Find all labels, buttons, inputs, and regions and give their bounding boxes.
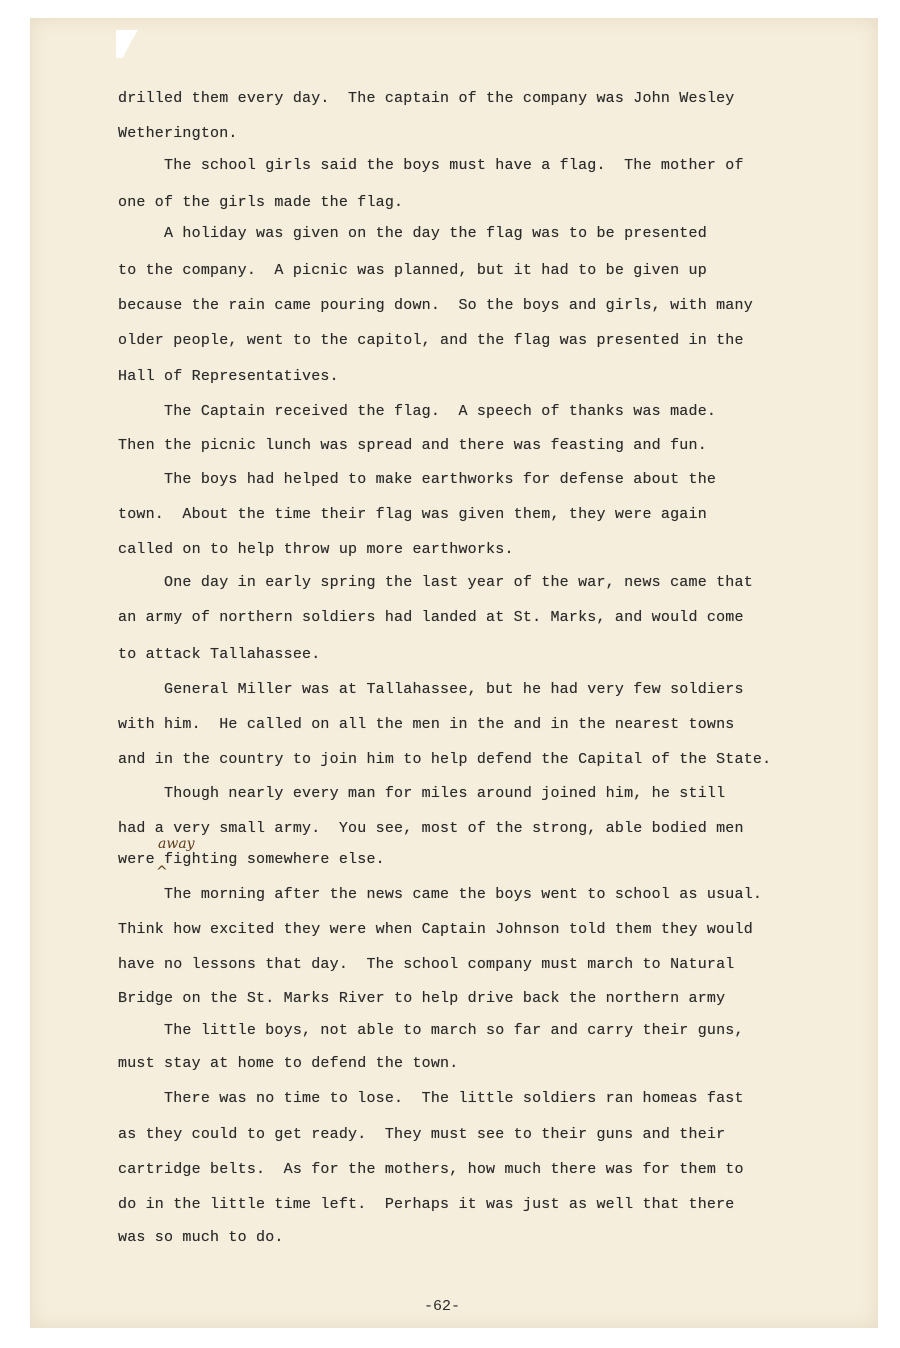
text-line: as they could to get ready. They must see to their guns and their: [118, 1126, 726, 1143]
text-line: Bridge on the St. Marks River to help drive back the northern army: [118, 990, 726, 1007]
text-line: The Captain received the flag. A speech of thanks was made.: [118, 403, 717, 420]
text-line: The little boys, not able to march so far and carry their guns,: [118, 1022, 744, 1039]
text-line: Think how excited they were when Captain Johnson told them they would: [118, 921, 753, 938]
text-line: Wetherington.: [118, 125, 238, 142]
text-line: was so much to do.: [118, 1229, 284, 1246]
text-line: A holiday was given on the day the flag was to be presented: [118, 225, 707, 242]
text-line: and in the country to join him to help defend the Capital of the State.: [118, 751, 772, 768]
text-line: an army of northern soldiers had landed at St. Marks, and would come: [118, 609, 744, 626]
text-line: one of the girls made the flag.: [118, 194, 404, 211]
text-line: There was no time to lose. The little soldiers ran homeas fast: [118, 1090, 744, 1107]
text-line: called on to help throw up more earthworks.: [118, 541, 514, 558]
insertion-caret-mark: ^: [156, 864, 168, 880]
text-line: General Miller was at Tallahassee, but he had very few soldiers: [118, 681, 744, 698]
text-line: to the company. A picnic was planned, but it had to be given up: [118, 262, 707, 279]
torn-corner: [116, 30, 138, 58]
text-line: One day in early spring the last year of the war, news came that: [118, 574, 753, 591]
text-line: must stay at home to defend the town.: [118, 1055, 459, 1072]
text-line: The boys had helped to make earthworks for defense about the: [118, 471, 717, 488]
text-line: were fighting somewhere else.: [118, 851, 385, 868]
text-line: town. About the time their flag was given them, they were again: [118, 506, 707, 523]
text-line: do in the little time left. Perhaps it was just as well that there: [118, 1196, 735, 1213]
text-line: to attack Tallahassee.: [118, 646, 321, 663]
text-line: have no lessons that day. The school company must march to Natural: [118, 956, 735, 973]
handwritten-insertion: away: [158, 836, 195, 852]
text-line: Hall of Representatives.: [118, 368, 339, 385]
text-line: older people, went to the capitol, and the flag was presented in the: [118, 332, 744, 349]
text-line: The school girls said the boys must have a flag. The mother of: [118, 157, 744, 174]
text-line: Then the picnic lunch was spread and there was feasting and fun.: [118, 437, 707, 454]
text-line: Though nearly every man for miles around joined him, he still: [118, 785, 726, 802]
text-line: The morning after the news came the boys went to school as usual.: [118, 886, 763, 903]
text-line: had a very small army. You see, most of the strong, able bodied men: [118, 820, 744, 837]
text-line: because the rain came pouring down. So the boys and girls, with many: [118, 297, 753, 314]
text-line: drilled them every day. The captain of the company was John Wesley: [118, 90, 735, 107]
page-number: -62-: [424, 1298, 461, 1315]
text-line: cartridge belts. As for the mothers, how much there was for them to: [118, 1161, 744, 1178]
text-line: with him. He called on all the men in the and in the nearest towns: [118, 716, 735, 733]
